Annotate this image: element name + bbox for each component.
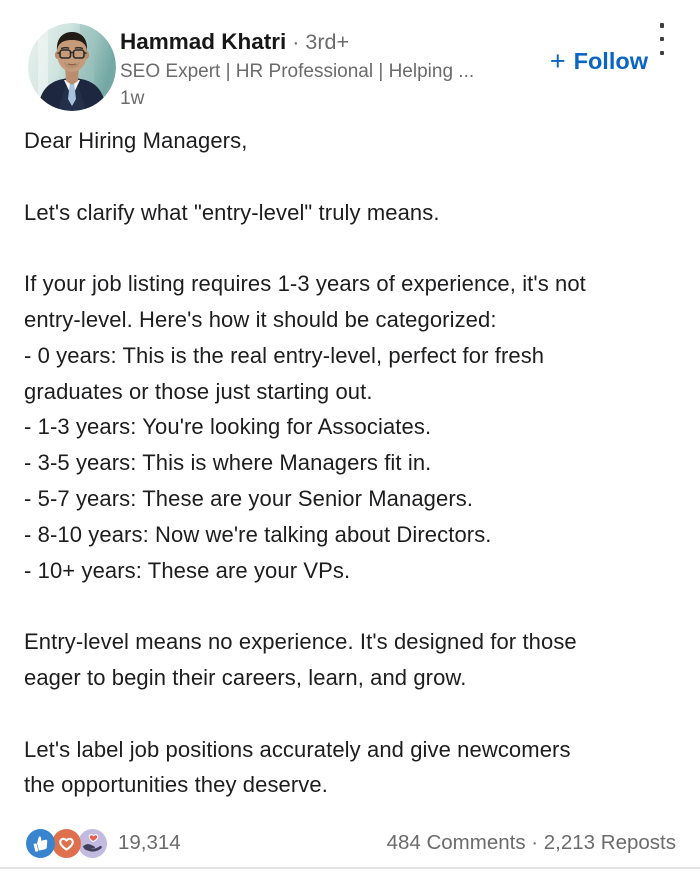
connection-degree: · 3rd+	[286, 30, 350, 54]
actor-name[interactable]: Hammad Khatri	[120, 29, 287, 54]
post-line	[24, 159, 684, 195]
post-line: eager to begin their careers, learn, and grow.	[24, 664, 467, 690]
post-line: Let's label job positions accurately and give newcomers	[24, 736, 571, 762]
post-line: the opportunities they deserve.	[24, 772, 328, 798]
post-line: - 0 years: This is the real entry-level, perfect for fresh	[24, 342, 545, 368]
actor-headline: SEO Expert | HR Professional | Helping ...	[120, 61, 475, 82]
post-header	[0, 20, 700, 116]
post-line: - 3-5 years: This is where Managers fit in.	[24, 450, 432, 476]
overflow-dot	[660, 23, 665, 28]
like-icon	[26, 829, 55, 858]
actor-info	[120, 28, 530, 111]
post-line: Let's clarify what "entry-level" truly means.	[24, 199, 440, 225]
overflow-menu-button[interactable]	[653, 22, 671, 56]
plus-icon: +	[549, 45, 566, 76]
overflow-dot	[660, 37, 665, 42]
post-line	[24, 696, 684, 732]
reactions-count[interactable]: 19,314	[118, 831, 181, 854]
overflow-dot	[660, 51, 665, 56]
post-line: - 5-7 years: These are your Senior Managers.	[24, 485, 474, 511]
post-line: Entry-level means no experience. It's designed for those	[24, 629, 577, 655]
avatar-photo	[28, 23, 116, 111]
post-line	[24, 230, 684, 266]
support-icon	[78, 829, 107, 858]
post-line: Dear Hiring Managers,	[24, 128, 248, 153]
post-line: - 8-10 years: Now we're talking about Directors.	[24, 521, 492, 547]
bottom-divider	[0, 867, 700, 869]
avatar[interactable]	[28, 23, 116, 111]
love-icon	[52, 829, 81, 858]
post-line: If your job listing requires 1-3 years of experience, it's not	[24, 271, 586, 297]
post-body	[24, 123, 684, 803]
post-line: - 10+ years: These are your VPs.	[24, 557, 351, 583]
post-line	[24, 588, 684, 624]
comments-reposts-count[interactable]: 484 Comments · 2,213 Reposts	[386, 831, 676, 854]
follow-button[interactable]	[549, 45, 648, 76]
actor-name-line	[120, 28, 530, 56]
social-counts-bar	[0, 826, 700, 860]
post-timestamp: 1w	[120, 88, 145, 109]
follow-label: Follow	[573, 48, 648, 74]
post-line: graduates or those just starting out.	[24, 378, 373, 404]
post-line: entry-level. Here's how it should be categorized:	[24, 306, 497, 332]
reactions-group[interactable]	[26, 829, 107, 858]
post-line: - 1-3 years: You're looking for Associates.	[24, 414, 432, 440]
